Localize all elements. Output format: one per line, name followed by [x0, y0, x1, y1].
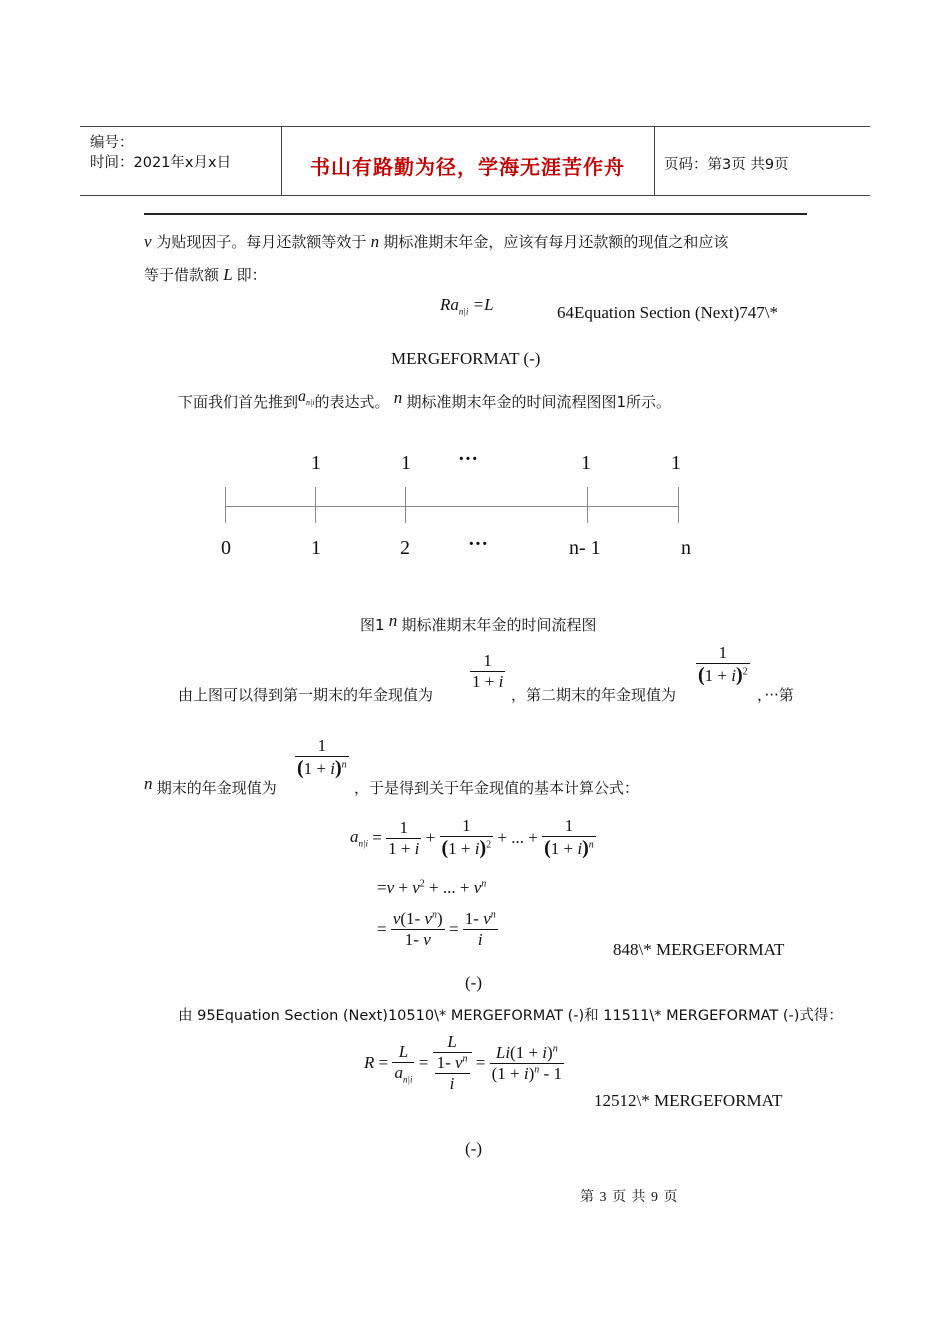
- equation-1: $Ra_{n|i} =L$: [440, 295, 494, 317]
- fraction-second-pv: $\frac{1}{(1 + i)^2}$: [698, 643, 748, 686]
- time-label: 时间：2021年x月x日: [90, 155, 232, 171]
- timeline-period-0: 0: [221, 537, 231, 559]
- header-rule: [144, 213, 807, 215]
- equation-3: R = $\frac{L}{a_{n|i}}$ = $\frac{L}{\frac{1- v^n}{i}}$ = $\frac{Li(1 + i)^n}{(1 + i)^n - 1}$: [364, 1032, 562, 1093]
- equation-2-line-3: = $\frac{v(1- v^n)}{1- v}$ = $\frac{1- v^n}{i}$: [377, 909, 496, 949]
- timeline-period-2: 2: [400, 537, 410, 559]
- timeline-payment-1: 1: [311, 452, 321, 474]
- timeline-tick-1: [315, 487, 316, 523]
- timeline-payment-2: 1: [401, 452, 411, 474]
- equation-2-tag-cont: (-): [465, 973, 482, 992]
- paragraph-4-text-a: n 期末的年金现值为: [144, 774, 277, 797]
- timeline-period-ellipsis: ···: [468, 533, 489, 555]
- paragraph-3-text-b: ，第二期末的年金现值为: [511, 686, 677, 704]
- header-meta-cell: [80, 127, 282, 195]
- motto: 书山有路勤为径，学海无涯苦作舟: [310, 155, 625, 179]
- timeline-axis: [225, 506, 679, 507]
- number-label: 编号：: [90, 135, 134, 151]
- equation-3-tag-cont: (-): [465, 1139, 482, 1158]
- header-table: [80, 126, 870, 196]
- header-motto-cell: [281, 127, 655, 195]
- equation-2-line-1: $a_{n|i}$ = $\frac{1}{1 + i}$ + $\frac{1}{(1 + i)^2}$ + ... + $\frac{1}{(1 + i)^n}$: [350, 816, 594, 859]
- fraction-first-pv: $\frac{1}{1 + i}$: [472, 651, 504, 691]
- timeline-payment-ellipsis: ···: [458, 448, 479, 470]
- timeline-period-n-1: n- 1: [569, 537, 601, 559]
- equation-3-tag: 12512\* MERGEFORMAT: [594, 1091, 783, 1110]
- equation-1-tag: 64Equation Section (Next)747\*: [557, 303, 778, 322]
- paragraph-3-text-a: 由上图可以得到第一期末的年金现值为: [178, 686, 434, 704]
- paragraph-1-line-2: 等于借款额 L 即：: [144, 265, 267, 284]
- equation-1-tag-cont: MERGEFORMAT (-): [391, 349, 541, 368]
- page-info: 页码：第3页 共9页: [664, 157, 789, 173]
- timeline-period-1: 1: [311, 537, 321, 559]
- figure-caption: 图1 n 期标准期末年金的时间流程图: [360, 611, 597, 634]
- equation-2-tag: 848\* MERGEFORMAT: [613, 940, 785, 959]
- paragraph-3-text-c: ，···第: [757, 686, 794, 704]
- footer-page-number: 第 3 页 共 9 页: [580, 1190, 679, 1205]
- equation-2-line-2: $=v + v^2$ + ... + $v^n$: [377, 878, 487, 897]
- paragraph-5: 由 95Equation Section (Next)10510\* MERGEFORMAT (-)和 11511\* MERGEFORMAT (-)式得：: [178, 1008, 843, 1024]
- timeline-period-n: n: [681, 537, 691, 559]
- timeline-tick-2: [405, 487, 406, 523]
- fraction-nth-pv: $\frac{1}{(1 + i)^n}$: [297, 736, 347, 779]
- timeline-tick-n: [678, 487, 679, 523]
- paragraph-1-line-1: v 为贴现因子。每月还款额等效于 n 期标准期末年金，应该有每月还款额的现值之和应该: [144, 232, 729, 251]
- timeline-tick-0: [225, 487, 226, 523]
- timeline-payment-n-1: 1: [581, 452, 591, 474]
- paragraph-4-text-b: ，于是得到关于年金现值的基本计算公式：: [354, 779, 640, 797]
- header-page-cell: [655, 127, 870, 195]
- timeline-tick-n-1: [587, 487, 588, 523]
- timeline-payment-n: 1: [671, 452, 681, 474]
- paragraph-2: 下面我们首先推到$a_{n|i}$的表达式。 n 期标准期末年金的时间流程图图1所示。: [178, 388, 671, 411]
